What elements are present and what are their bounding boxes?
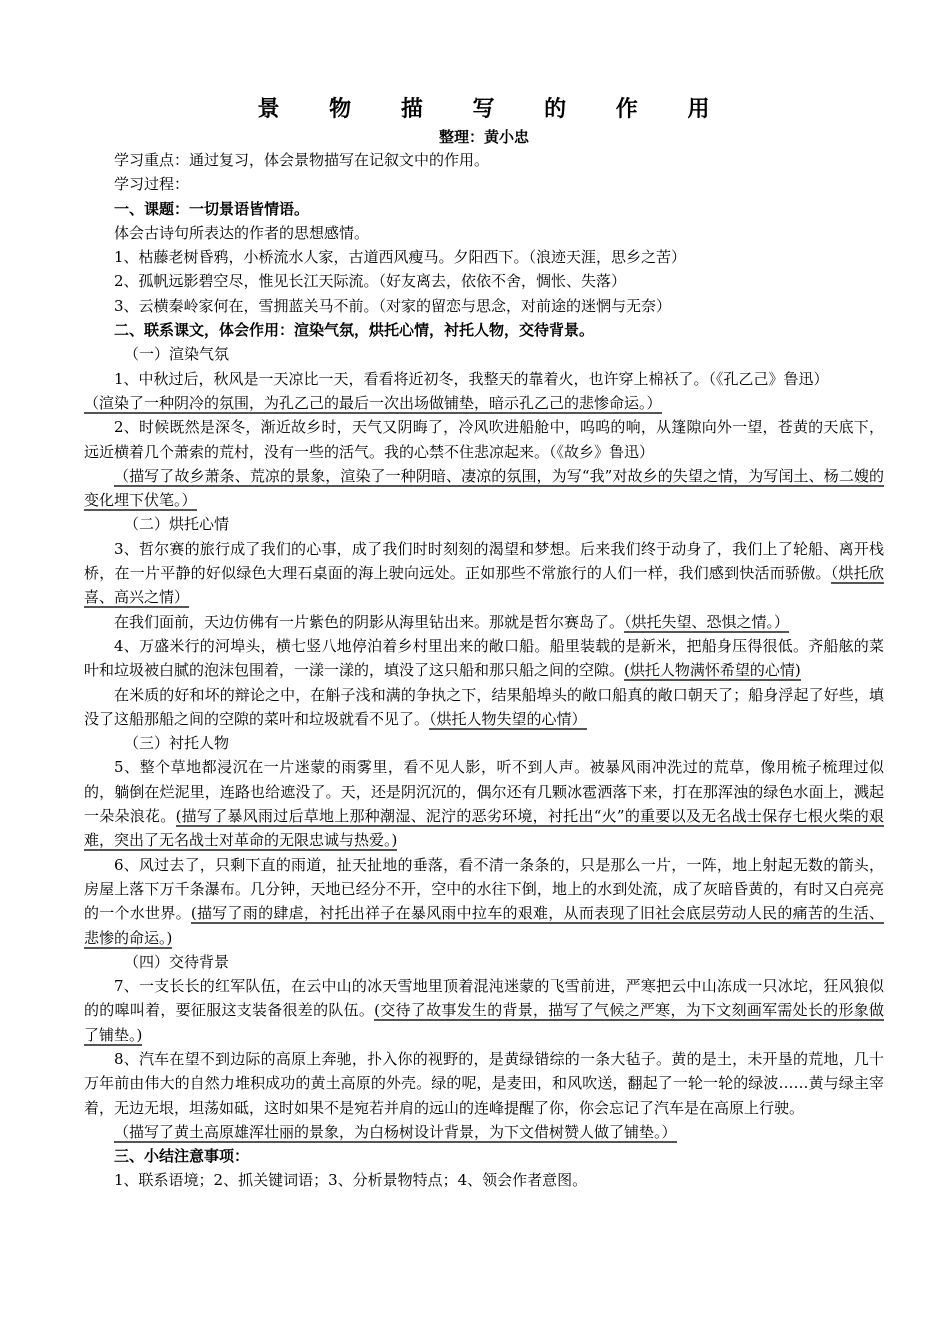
subsection-3-label: （三）衬托人物: [124, 734, 230, 753]
example-8: [84, 1047, 884, 1120]
page-title: 景 物 描 写 的 作 用: [257, 96, 731, 122]
section1-lead: 体会古诗句所表达的作者的思想感情。: [114, 223, 370, 242]
example-4: [84, 634, 884, 683]
section1-heading: 一、课题：一切景语皆情语。: [114, 199, 310, 218]
poem-item-2: 2、孤帆远影碧空尽，惟见长江天际流。（好友离去，依依不舍，惆怅、失落）: [114, 272, 627, 291]
example-3b: [84, 610, 884, 634]
section3-heading: 三、小结注意事项：: [114, 1147, 250, 1166]
example-4b-text: 在米质的好和坏的辩论之中，在斛子浅和满的争执之下，结果船埠头的敞口船真的敞口朝天了；船身浮起了好些，填没了这船那船之间的空隙的菜叶和垃圾就看不见了。: [84, 685, 884, 728]
example-1: [84, 367, 884, 416]
study-process: 学习过程：: [114, 175, 190, 194]
example-8-note: （描写了黄土高原雄浑壮丽的景象，为白杨树设计背景，为下文借树赞人做了铺垫。）: [114, 1122, 677, 1141]
subsection-1-label: （一）渲染气氛: [124, 345, 230, 364]
example-5: [84, 755, 884, 852]
poem-item-1: 1、枯藤老树昏鸦，小桥流水人家，古道西风瘦马。夕阳西下。（浪迹天涯，思乡之苦）: [114, 248, 687, 267]
example-4b: [84, 683, 884, 732]
section3-content: 1、联系语境；2、抓关键词语；3、分析景物特点；4、领会作者意图。: [114, 1171, 588, 1190]
example-7-text: 7、一支长长的红军队伍，在云中山的冰天雪地里顶着混沌迷蒙的飞雪前进，严寒把云中山冻成一只冰坨，狂风狼似的的嗥叫着，要征服这支装备很差的队伍。: [84, 977, 884, 1020]
example-8-note-line: [84, 1120, 884, 1144]
author-line: 整理：黄小忠: [438, 128, 529, 146]
example-3: [84, 537, 884, 610]
example-3b-note: （烘托失望、恐惧之情。）: [624, 612, 790, 631]
example-3-note: （烘托欣喜、高兴之情）: [84, 564, 884, 607]
example-4-text: 4、万盛米行的河埠头，横七竖八地停泊着乡村里出来的敞口船。船里装载的是新米，把船身压得很低。齐船舷的菜叶和垃圾被白腻的泡沫包围着，一漾一漾的，填没了这只船和那只船之间的空隙。: [84, 636, 884, 680]
example-1-text: 1、中秋过后，秋风是一天凉比一天，看看将近初冬，我整天的靠着火，也许穿上棉袄了。（《孔乙己》鲁迅）: [114, 369, 829, 388]
example-4-note: (烘托人物满怀希望的心情): [624, 661, 801, 680]
example-5-note: (描写了暴风雨过后草地上那种潮湿、泥泞的恶劣环境，衬托出“火”的重要以及无名战士保存七根火柴的艰难，突出了无名战士对革命的无限忠诚与热爱。): [84, 807, 884, 850]
example-7: [84, 974, 884, 1047]
example-6-note: (描写了雨的肆虐，衬托出祥子在暴风雨中拉车的艰难，从而表现了旧社会底层劳动人民的痛苦的生活、悲惨的命运。): [84, 904, 884, 947]
example-8-text: 8、汽车在望不到边际的高原上奔驰，扑入你的视野的，是黄绿错综的一条大毡子。黄的是土，未开垦的荒地，几十万年前由伟大的自然力堆积成功的黄土高原的外壳。绿的呢，是麦田，和风吹送，翻起了一轮一轮的绿波……黄与绿主宰着，无边无垠，坦荡如砥，这时如果不是宛若并肩的远山的连峰提醒了你，你会忘记了汽车是在高原上行驶。: [84, 1049, 884, 1117]
example-2-text: 2、时候既然是深冬，渐近故乡时，天气又阴晦了，冷风吹进船舱中，呜呜的响，从篷隙向外一望，苍黄的天底下，远近横着几个萧索的荒村，没有一些的活气。我的心禁不住悲凉起来。（《故乡》鲁迅）: [84, 418, 884, 461]
example-4b-note: （烘托人物失望的心情）: [429, 709, 587, 728]
example-6: [84, 853, 884, 950]
subsection-2-label: （二）烘托心情: [124, 515, 230, 534]
example-3b-text: 在我们面前，天边仿佛有一片紫色的阴影从海里钻出来。那就是哲尔赛岛了。: [114, 612, 625, 631]
example-2-note-line: [84, 464, 884, 513]
example-7-note: (交待了故事发生的背景，描写了气候之严寒，为下文刻画军需处长的形象做了铺垫。): [84, 1001, 884, 1044]
example-6-text: 6、风过去了，只剩下直的雨道，扯天扯地的垂落，看不清一条条的，只是那么一片，一阵，地上射起无数的箭头，房屋上落下万千条瀑布。几分钟，天地已经分不开，空中的水往下倒，地上的水到处流，成了灰暗昏黄的，有时又白亮亮的一个水世界。: [84, 855, 884, 923]
example-3-text: 3、哲尔赛的旅行成了我们的心事，成了我们时时刻刻的渴望和梦想。后来我们终于动身了，我们上了轮船、离开栈桥，在一片平静的好似绿色大理石桌面的海上驶向远处。正如那些不常旅行的人们一样，我们感到快活而骄傲。: [84, 539, 884, 583]
document-page: [84, 92, 884, 1193]
example-1-note: （渲染了一种阴冷的氛围，为孔乙己的最后一次出场做铺垫，暗示孔乙己的悲惨命运。）: [84, 393, 662, 412]
poem-item-3: 3、云横秦岭家何在，雪拥蓝关马不前。（对家的留恋与思念，对前途的迷惘与无奈）: [114, 296, 672, 315]
study-focus: 学习重点：通过复习，体会景物描写在记叙文中的作用。: [114, 151, 490, 169]
example-2-note: （描写了故乡萧条、荒凉的景象，渲染了一种阴暗、凄凉的氛围，为写“我”对故乡的失望之情，为写闰土、杨二嫂的变化埋下伏笔。）: [84, 466, 884, 510]
section2-heading: 二、联系课文，体会作用：渲染气氛，烘托心情，衬托人物，交待背景。: [114, 321, 595, 340]
subsection-4-label: （四）交待背景: [124, 952, 230, 971]
example-5-text: 5、整个草地都浸沉在一片迷蒙的雨雾里，看不见人影，听不到人声。被暴风雨冲洗过的荒草，像用梳子梳理过似的，躺倒在烂泥里，连路也给遮没了。天，还是阴沉沉的，偶尔还有几颗冰雹洒落下来，打在那浑浊的绿色水面上，溅起一朵朵浪花。: [84, 758, 884, 826]
example-2: [84, 415, 884, 464]
